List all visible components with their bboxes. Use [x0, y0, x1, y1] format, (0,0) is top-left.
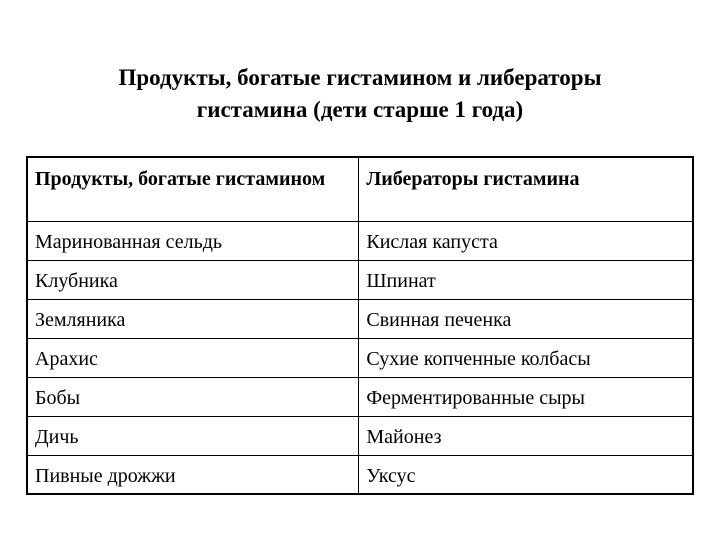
table-row	[27, 299, 693, 338]
table-row	[27, 416, 693, 455]
cell-histamine-rich: Бобы	[27, 377, 359, 416]
cell-histamine-rich: Пивные дрожжи	[27, 455, 359, 494]
cell-histamine-rich: Клубника	[27, 260, 359, 299]
cell-histamine-rich: Земляника	[27, 299, 359, 338]
cell-liberator: Свинная печенка	[359, 299, 693, 338]
table-row	[27, 338, 693, 377]
header-histamine-rich: Продукты, богатые гистамином	[27, 157, 359, 221]
header-histamine-liberators: Либераторы гистамина	[359, 157, 693, 221]
table-row	[27, 455, 693, 494]
cell-liberator: Шпинат	[359, 260, 693, 299]
cell-liberator: Ферментированные сыры	[359, 377, 693, 416]
table-row	[27, 260, 693, 299]
cell-histamine-rich: Маринованная сельдь	[27, 221, 359, 260]
title-line-1: Продукты, богатые гистамином и либераторы	[118, 65, 602, 90]
cell-liberator: Сухие копченные колбасы	[359, 338, 693, 377]
cell-liberator: Кислая капуста	[359, 221, 693, 260]
cell-liberator: Майонез	[359, 416, 693, 455]
table-header-row	[27, 157, 693, 221]
title-line-2: гистамина (дети старше 1 года)	[196, 97, 524, 122]
page-title	[0, 62, 720, 126]
table-row	[27, 221, 693, 260]
cell-histamine-rich: Дичь	[27, 416, 359, 455]
cell-liberator: Уксус	[359, 455, 693, 494]
table-row	[27, 377, 693, 416]
cell-histamine-rich: Арахис	[27, 338, 359, 377]
histamine-table	[26, 156, 694, 495]
